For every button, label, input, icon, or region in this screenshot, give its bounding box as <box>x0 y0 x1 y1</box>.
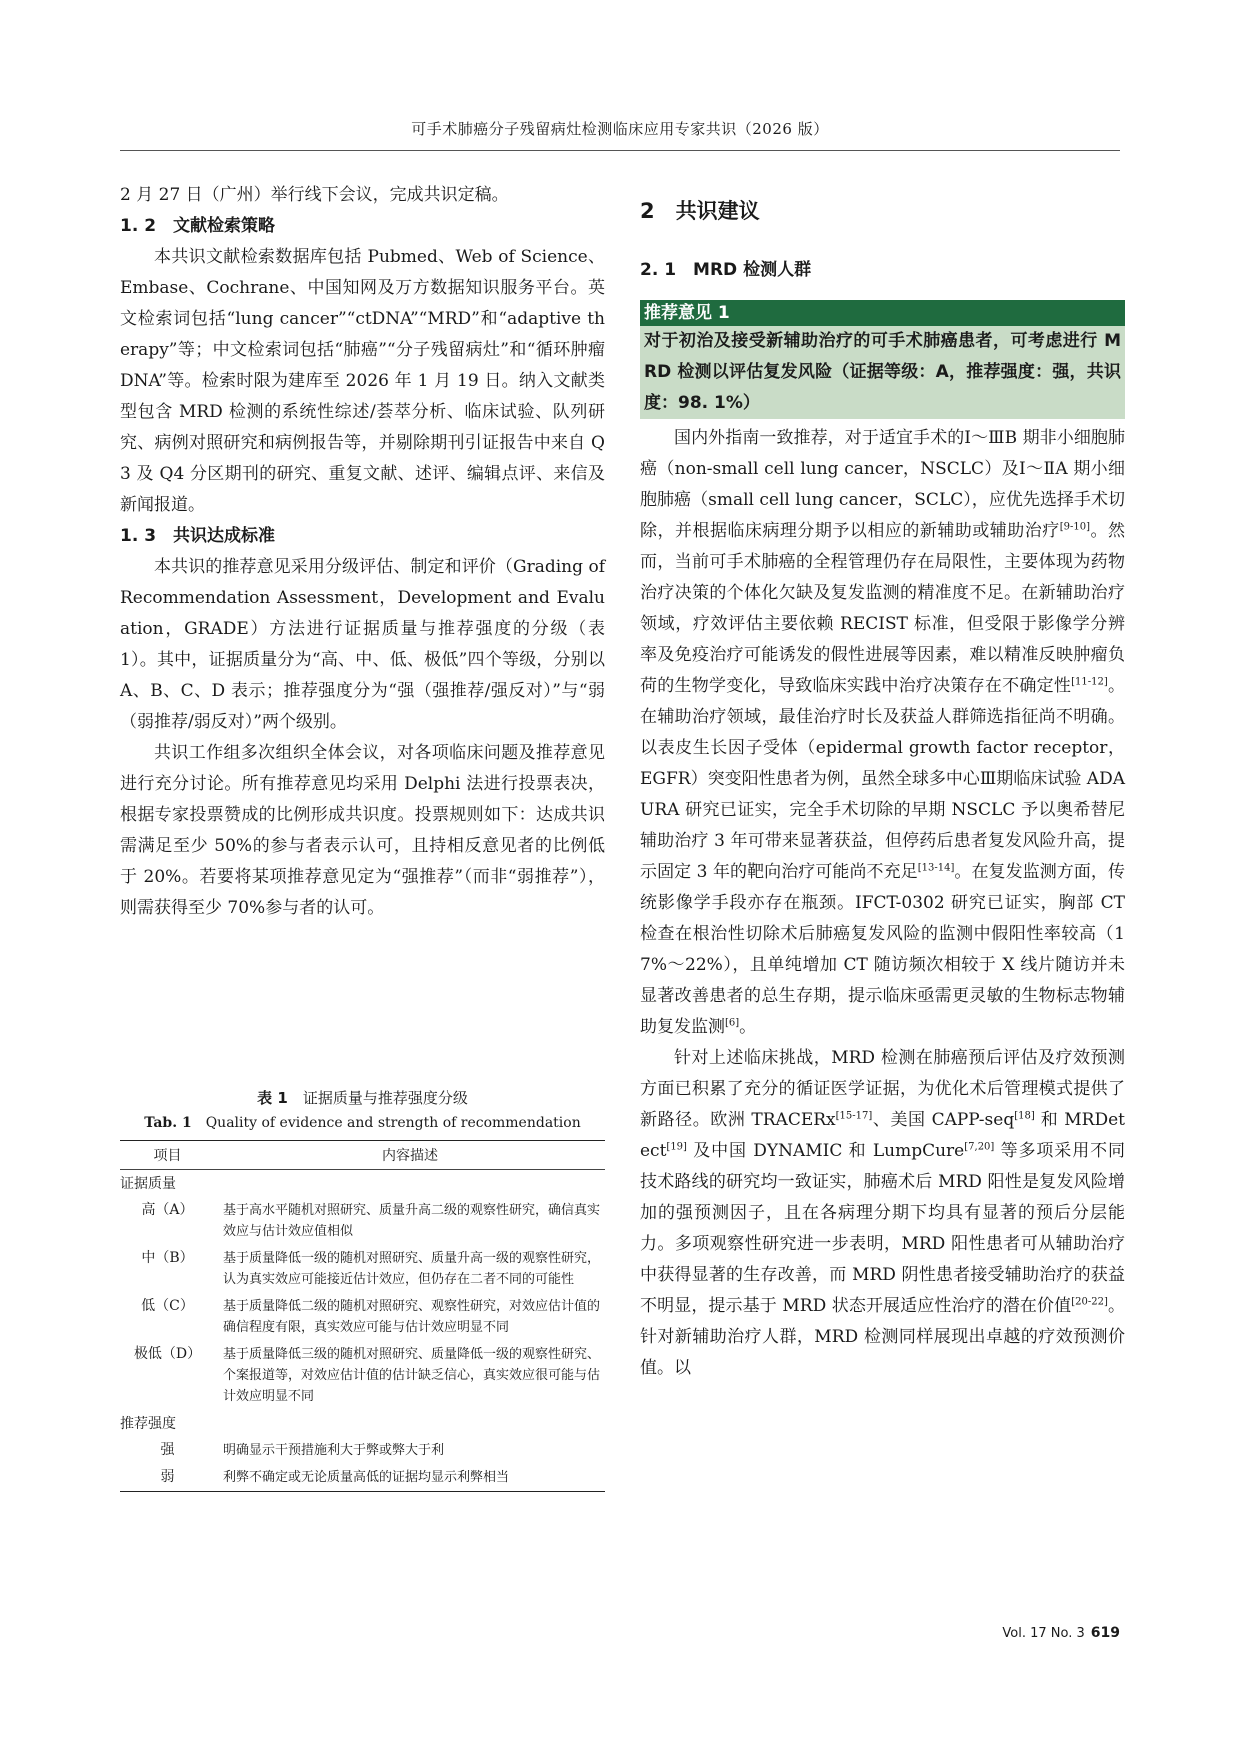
page-footer <box>980 1625 1120 1641</box>
table-row <box>120 1341 605 1410</box>
citation: [7,20] <box>964 1141 995 1153</box>
section-heading-1-3: 1. 3 共识达成标准 <box>120 526 276 546</box>
table-group-evidence-quality: 证据质量 <box>120 1176 176 1192</box>
table-caption-text: 证据质量与推荐强度分级 <box>302 1089 468 1107</box>
citation: [9-10] <box>1059 521 1091 533</box>
recommendation-box <box>640 300 1125 419</box>
table-cell-level: 极低（D） <box>133 1346 202 1362</box>
section-heading-1-2: 1. 2 文献检索策略 <box>120 216 276 236</box>
paragraph-grade-method: 本共识的推荐意见采用分级评估、制定和评价（Grading of Recommendation Assessment，Development and Evaluation，GRADE）方法进行证据质量与推荐强度的分级（表 1）。其中，证据质量分为“高、中、低、极低”四个等级，分别以 A、B、C、D 表示；推荐强度分为“强（强推荐/强反对）”与“弱（弱推荐/弱反对）”两个级别。 <box>120 557 606 732</box>
table-caption <box>120 1086 605 1110</box>
table-cell-description: 基于质量降低二级的随机对照研究、观察性研究，对效应估计值的确信程度有限，真实效应可能与估计效应明显不同 <box>223 1299 601 1335</box>
text-run: 及中国 DYNAMIC 和 LumpCure <box>686 1141 965 1161</box>
citation: [18] <box>1014 1110 1035 1122</box>
citation: [6] <box>725 1017 740 1029</box>
paragraph-voting-rules: 共识工作组多次组织全体会议，对各项临床问题及推荐意见进行充分讨论。所有推荐意见均采用 Delphi 法进行投票表决，根据专家投票赞成的比例形成共识度。投票规则如下：达成共识需满足至少 50%的参与者表示认可，且持相反意见者的比例低于 20%。若要将某项推荐意见定为“强推荐”（而非“弱推荐”），则需获得至少 70%参与者的认可。 <box>120 743 605 918</box>
citation: [15-17] <box>835 1110 873 1122</box>
text-run: 国内外指南一致推荐，对于适宜手术的Ⅰ～ⅢB 期非小细胞肺癌（non-small cell lung cancer，NSCLC）及Ⅰ～ⅡA 期小细胞肺癌（small cell lung cancer，SCLC），应优先选择手术切除，并根据临床病理分期予以相应的新辅助或辅助治疗 <box>640 428 1125 541</box>
header-rule <box>120 150 1120 151</box>
recommendation-text: 对于初治及接受新辅助治疗的可手术肺癌患者，可考虑进行 MRD 检测以评估复发风险（证据等级：A，推荐强度：强，共识度：98. 1%） <box>640 326 1125 419</box>
table-row <box>120 1245 605 1293</box>
paragraph-guidelines <box>640 423 1125 1043</box>
text-run: 等多项采用不同技术路线的研究均一致证实，肺癌术后 MRD 阳性是复发风险增加的强预测因子，且在各病理分期下均具有显著的预后分层能力。多项观察性研究进一步表明，MRD 阳性患者可从辅助治疗中获得显著的生存改善，而 MRD 阴性患者接受辅助治疗的获益不明显，提示基于 MRD 状态开展适应性治疗的潜在价值 <box>640 1141 1125 1316</box>
text-run: 。在辅助治疗领域，最佳治疗时长及获益人群筛选指征尚不明确。以表皮生长因子受体（epidermal growth factor receptor，EGFR）突变阳性患者为例，虽然全球多中心Ⅲ期临床试验 ADAURA 研究已证实，完全手术切除的早期 NSCLC 予以奥希替尼辅助治疗 3 年可带来显著获益，但停药后患者复发风险升高，提示固定 3 年的靶向治疗可能尚不充足 <box>640 676 1126 882</box>
table-header-item: 项目 <box>120 1141 215 1170</box>
section-heading-2-1: 2. 1 MRD 检测人群 <box>640 260 812 280</box>
table-row <box>120 1197 605 1245</box>
running-header: 可手术肺癌分子残留病灶检测临床应用专家共识（2026 版） <box>411 120 829 138</box>
table-cell-level: 高（A） <box>141 1202 194 1218</box>
text-run: 和 MRDetect <box>640 1110 1126 1161</box>
table-cell-description: 明确显示干预措施利大于弊或弊大于利 <box>223 1443 445 1458</box>
table-cell-level: 强 <box>160 1442 175 1458</box>
citation: [20-22] <box>1071 1296 1108 1308</box>
table-cell-description: 基于质量降低三级的随机对照研究、质量降低一级的观察性研究、个案报道等，对效应估计值的估计缺乏信心，真实效应很可能与估计效应明显不同 <box>223 1347 601 1404</box>
citation: [13-14] <box>917 862 955 874</box>
table-caption-en <box>120 1112 605 1134</box>
volume-number: Vol. 17 No. 3 <box>1002 1626 1085 1641</box>
text-run: 。针对新辅助治疗人群，MRD 检测同样展现出卓越的疗效预测价值。以 <box>640 1296 1125 1378</box>
text-run: 。 <box>739 1017 757 1037</box>
table-caption-en-label: Tab. 1 <box>144 1115 192 1131</box>
right-column <box>640 180 1125 1384</box>
table-cell-description: 基于质量降低一级的随机对照研究、质量升高一级的观察性研究，认为真实效应可能接近估计效应，但仍存在二者不同的可能性 <box>223 1251 601 1287</box>
table-1 <box>120 1086 605 1492</box>
text-run: 针对上述临床挑战，MRD 检测在肺癌预后评估及疗效预测方面已积累了充分的循证医学证据，为优化术后管理模式提供了新路径。欧洲 TRACERx <box>640 1048 1125 1130</box>
table-cell-description: 基于高水平随机对照研究、质量升高二级的观察性研究，确信真实效应与估计效应值相似 <box>223 1203 601 1239</box>
table-row <box>120 1464 605 1492</box>
table-header-description: 内容描述 <box>215 1141 605 1170</box>
text-run: 。然而，当前可手术肺癌的全程管理仍存在局限性，主要体现为药物治疗决策的个体化欠缺及复发监测的精准度不足。在新辅助治疗领域，疗效评估主要依赖 RECIST 标准，但受限于影像学分辨率及免疫治疗可能诱发的假性进展等因素，难以精准反映肿瘤负荷的生物学变化，导致临床实践中治疗决策存在不确定性 <box>640 521 1126 696</box>
text-run: 、美国 CAPP-seq <box>872 1110 1015 1130</box>
table-group-recommendation-strength: 推荐强度 <box>120 1416 176 1432</box>
table-cell-level: 中（B） <box>141 1250 194 1266</box>
table-cell-level: 低（C） <box>141 1298 194 1314</box>
section-heading-2: 2 共识建议 <box>640 199 760 223</box>
table-row <box>120 1437 605 1464</box>
paragraph-continued: 2 月 27 日（广州）举行线下会议，完成共识定稿。 <box>120 185 509 205</box>
citation: [19] <box>666 1141 687 1153</box>
text-run: 。在复发监测方面，传统影像学手段亦存在瓶颈。IFCT-0302 研究已证实，胸部 CT 检查在根治性切除术后肺癌复发风险的监测中假阳性率较高（17%～22%），且单纯增加 CT 随访频次相较于 X 线片随访并未显著改善患者的总生存期，提示临床亟需更灵敏的生物标志物辅助复发监测 <box>640 862 1126 1037</box>
table-caption-en-text: Quality of evidence and strength of recommendation <box>205 1115 581 1131</box>
evidence-grading-table <box>120 1140 605 1492</box>
table-caption-label: 表 1 <box>257 1089 288 1107</box>
left-column <box>120 180 605 924</box>
citation: [11-12] <box>1071 676 1108 688</box>
table-cell-level: 弱 <box>120 1464 215 1492</box>
table-cell-description: 利弊不确定或无论质量高低的证据均显示利弊相当 <box>215 1464 605 1492</box>
paragraph-mrd-evidence <box>640 1043 1125 1384</box>
paragraph-search-strategy: 本共识文献检索数据库包括 Pubmed、Web of Science、Embase、Cochrane、中国知网及万方数据知识服务平台。英文检索词包括“lung cancer”“ctDNA”“MRD”和“adaptive therapy”等；中文检索词包括“肺癌”“分子残留病灶”和“循环肿瘤 DNA”等。检索时限为建库至 2026 年 1 月 19 日。纳入文献类型包含 MRD 检测的系统性综述/荟萃分析、临床试验、队列研究、病例对照研究和病例报告等，并剔除期刊引证报告中来自 Q3 及 Q4 分区期刊的研究、重复文献、述评、编辑点评、来信及新闻报道。 <box>120 247 605 515</box>
recommendation-title: 推荐意见 1 <box>640 300 1125 326</box>
page-number: 619 <box>1090 1625 1120 1641</box>
table-row <box>120 1293 605 1341</box>
